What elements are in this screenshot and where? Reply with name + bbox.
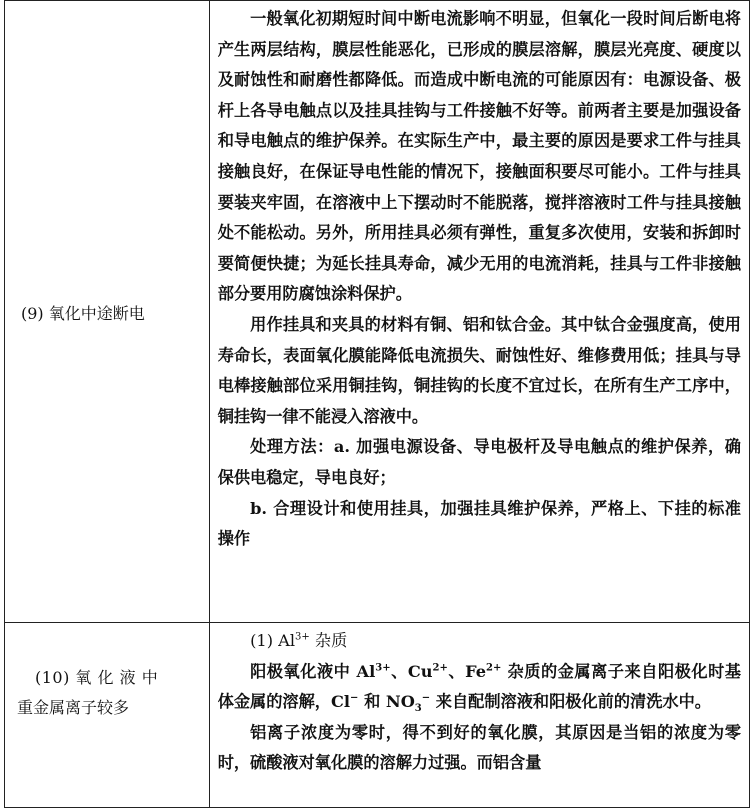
method-a: a. 加强电源设备、导电极杆及导电触点的维护保养，确保供电稳定，导电良好；: [217, 437, 741, 487]
method-b: b. 合理设计和使用挂具，加强挂具维护保养，严格上、下挂的标准操作: [217, 498, 741, 549]
table-row: [5, 1, 750, 623]
paragraph: 一般氧化初期短时间中断电流影响不明显，但氧化一段时间后断电将产生两层结构，膜层性能恶化，已形成的膜层溶解，膜层光亮度、硬度以及耐蚀性和耐磨性都降低。而造成中断电流的可能原因有：电源设备、极杆上各导电触点以及挂具挂钩与工件接触不好等。前两者主要是加强设备和导电触点的维护保养。在实际生产中，最主要的原因是要求工件与挂具接触良好，在保证导电性能的情况下，接触面积要尽可能小。工件与挂具要装夹牢固，在溶液中上下摆动时不能脱落，搅拌溶液时工件与挂具接触处不能松动。另外，所用挂具必须有弹性，重复多次使用，安装和拆卸时要简便快捷；为延长挂具寿命，减少无用的电流消耗，挂具与工件非接触部分要用防腐蚀涂料保护。: [217, 9, 741, 304]
paragraph: 用作挂具和夹具的材料有铜、铝和钛合金。其中钛合金强度高，使用寿命长，表面氧化膜能降低电流损失、耐蚀性好、维修费用低；挂具与导电棒接触部位采用铜挂钩，铜挂钩的长度不宜过长，在所有生产工序中，铜挂钩一律不能浸入溶液中。: [217, 314, 741, 426]
paragraph: 铝离子浓度为零时，得不到好的氧化膜，其原因是当铝的浓度为零时，硫酸液对氧化膜的溶解力过强。而铝含量: [217, 722, 741, 773]
subsection-title: (1) $Al^{3+}$ 杂质: [250, 631, 348, 650]
method-label: 处理方法：: [250, 437, 334, 457]
defect-label-line1: (10) 氧 化 液 中: [35, 668, 159, 687]
defect-cell: [5, 1, 210, 623]
remedy-cell: [209, 1, 749, 623]
defect-label-line2: 重金属离子较多: [17, 698, 130, 717]
method-paragraph: [218, 432, 741, 493]
paragraph: 阳极氧化液中 $Al^{3+}$、$Cu^{2+}$、$Fe^{2+}$ 杂质的金属离子来自阳极化时基体金属的溶解，Cl− 和 $NO_3^-$ 来自配制溶液和阳极化前的清洗水中。: [217, 661, 741, 715]
process-table: [4, 0, 750, 808]
defect-label: [17, 663, 202, 723]
defect-label: (9) 氧化中途断电: [21, 304, 145, 323]
remedy-cell: [209, 623, 749, 808]
table-row: [5, 623, 750, 808]
defect-cell: [5, 623, 210, 808]
